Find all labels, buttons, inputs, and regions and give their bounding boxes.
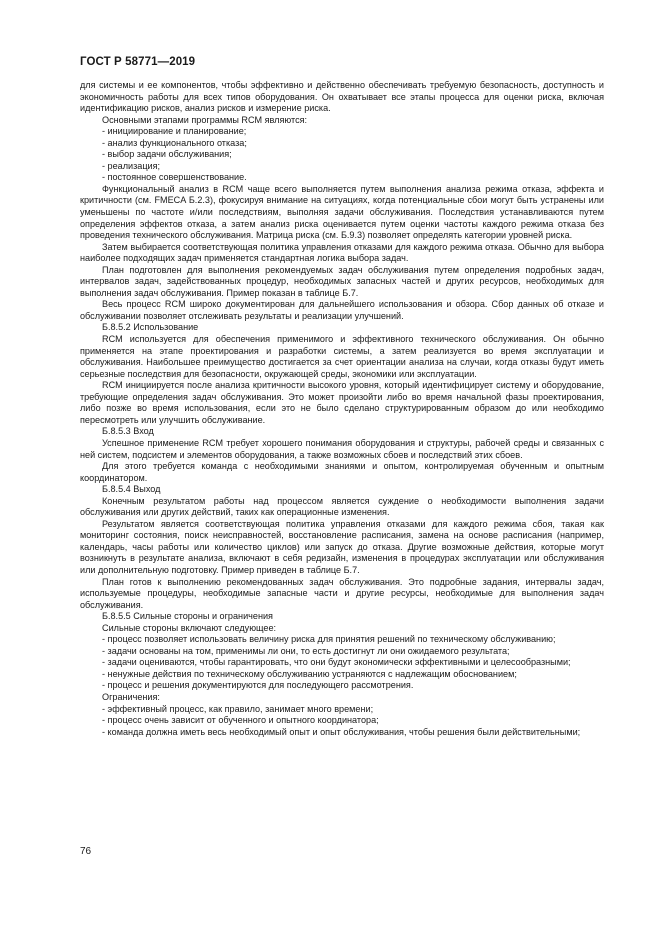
- section-heading: Б.8.5.3 Вход: [102, 426, 154, 437]
- list-item: - реализация;: [102, 160, 161, 171]
- list-item: - процесс позволяет использовать величину риска для принятия решений по техническому обслуживанию;: [102, 634, 556, 645]
- paragraph: План подготовлен для выполнения рекомендуемых задач обслуживания путем определения подробных задач, интервалов задач, задействованных процедур, необходимых запасных частей и других ресурсов, необходимых для выполнения задач обслуживания. Пример показан в таблице Б.7.: [80, 264, 604, 298]
- list-item: - эффективный процесс, как правило, занимает много времени;: [102, 703, 374, 714]
- list-item: - задачи оцениваются, чтобы гарантировать, что они будут экономически эффективными и целесообразными;: [102, 657, 571, 668]
- list-item: - инициирование и планирование;: [102, 126, 247, 137]
- list-item: - ненужные действия по техническому обслуживанию устраняются с надлежащим обоснованием;: [102, 668, 517, 679]
- section-heading: Б.8.5.2 Использование: [102, 322, 199, 333]
- list-item: - постоянное совершенствование.: [102, 172, 247, 183]
- paragraph: Сильные стороны включают следующее:: [102, 622, 277, 633]
- paragraph: RCM инициируется после анализа критичности высокого уровня, который идентифицирует систему и оборудование, требующие определения задач обслуживания. Это может произойти либо во время начальной фазы проектирования, либо позже во время использования, если это не было сделано структурированным образом до или необходимо пересмотреть или улучшить обслуживание.: [80, 380, 604, 425]
- document-header: ГОСТ Р 58771—2019: [80, 56, 196, 68]
- paragraph: Результатом является соответствующая политика управления отказами для каждого режима сбоя, такая как мониторинг состояния, поиск неисправностей, восстановление расписания, замена на основе расписания (например, календарь, часы работы или количество циклов) или запуск до отказа. Другие возможные действия, которые могут возникнуть в результате анализа, включают в себя редизайн, изменения в процедурах эксплуатации или обслуживания или дополнительную подготовку. Пример приведен в таблице Б.7.: [80, 518, 604, 575]
- list-item: - задачи основаны на том, применимы ли они, то есть достигнут ли они ожидаемого результата;: [102, 645, 510, 656]
- list-item: - команда должна иметь весь необходимый опыт и опыт обслуживания, чтобы решения были действительными;: [102, 726, 581, 737]
- paragraph: Конечным результатом работы над процессом является суждение о необходимости выполнения задачи обслуживания или других действий, таких как операционные изменения.: [80, 495, 604, 518]
- section-heading: Б.8.5.4 Выход: [102, 484, 161, 495]
- page-number: 76: [80, 846, 92, 857]
- paragraph: Для этого требуется команда с необходимыми знаниями и опытом, контролируемая обученным и опытным координатором.: [80, 461, 604, 483]
- section-heading: Б.8.5.5 Сильные стороны и ограничения: [102, 611, 273, 622]
- list-item: - процесс очень зависит от обученного и опытного координатора;: [102, 715, 379, 726]
- list-item: - процесс и решения документируются для последующего рассмотрения.: [102, 680, 414, 691]
- list-item: - анализ функционального отказа;: [102, 137, 247, 148]
- paragraph: Успешное применение RCM требует хорошего понимания оборудования и структуры, рабочей среды и связанных с ней систем, подсистем и элементов оборудования, а также возможных сбоев и последствий этих сбоев.: [80, 437, 604, 460]
- paragraph: Весь процесс RCM широко документирован для дальнейшего использования и обзора. Сбор данных об отказе и обслуживании позволяет отслеживать результаты и реализации улучшений.: [80, 299, 604, 321]
- paragraph: Затем выбирается соответствующая политика управления отказами для каждого режима отказа. Обычно для выбора наиболее подходящих задач применяется стандартная логика выбора задач.: [80, 241, 604, 264]
- paragraph: RCM используется для обеспечения применимого и эффективного технического обслуживания. Он обычно применяется на этапе проектирования и разработки системы, а затем реализуется во время эксплуатации и обслуживания. Наибольшее преимущество достигается за счет ориентации анализа на случаи, когда отказы будут иметь серьезные последствия для безопасности, окружающей среды, экономики или эксплуатации.: [80, 334, 604, 379]
- paragraph: Функциональный анализ в RCM чаще всего выполняется путем выполнения анализа режима отказа, эффекта и критичности (см. FMECA Б.2.3), фокусируя внимание на ситуациях, когда потенциальные сбои могут быть устранены или уменьшены по частоте и/или последствиям, выполняя задачи обслуживания. Последствия устанавливаются путем определения эффектов отказа, а затем анализ риска оценивается путем оценки частоты каждого режима отказа без проведения технического обслуживания. Матрица риска (см. Б.9.3) позволяет определять категории уровней риска.: [80, 183, 604, 241]
- page-body: [80, 80, 604, 738]
- paragraph: Ограничения:: [102, 691, 160, 702]
- paragraph: для системы и ее компонентов, чтобы эффективно и действенно обеспечивать требуемую безопасность, доступность и экономичность работы для всех типов оборудования. Он охватывает все этапы процесса для оценки риска, включая идентификацию рисков, анализ рисков и измерение риска.: [80, 80, 604, 114]
- list-item: - выбор задачи обслуживания;: [102, 149, 232, 160]
- paragraph: План готов к выполнению рекомендованных задач обслуживания. Это подробные задания, интервалы задач, используемые процедуры, необходимые запасные части и другие ресурсы, необходимые для выполнения задач обслуживания.: [80, 576, 604, 610]
- paragraph: Основными этапами программы RCM являются:: [102, 114, 308, 125]
